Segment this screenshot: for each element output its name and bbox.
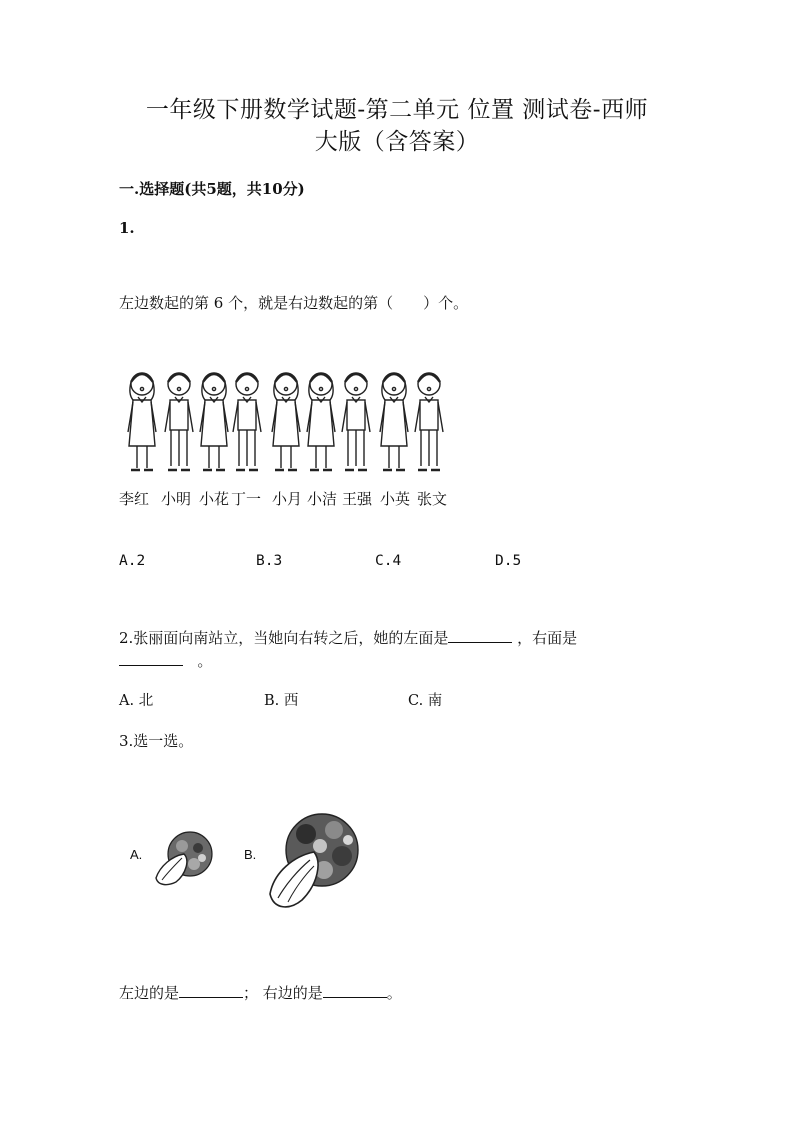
child-figure [233,373,261,470]
child-figure [165,373,193,470]
child-figure [307,373,335,470]
child-name-4: 小月 [272,490,303,508]
child-figure [380,373,408,470]
child-name-1: 小明 [161,490,192,508]
large-cabbage-image[interactable] [270,814,358,907]
q2-option-c[interactable]: C. 南 [408,693,443,709]
cabbage-b-label: B. [244,847,257,862]
child-name-5: 小洁 [307,490,338,508]
question-3-text: 3.选一选。 [119,732,194,750]
child-name-7: 小英 [380,490,411,508]
child-figure [200,373,228,470]
q1-option-b[interactable]: B.3 [256,553,283,569]
q3-left-blank[interactable] [179,982,243,998]
children-lineup-illustration [124,362,454,482]
child-figure [128,373,156,470]
question-2-text-part3: 。 [197,652,213,670]
q1-option-c[interactable]: C.4 [375,553,402,569]
q3-answer-part1: 左边的是 [119,984,180,1002]
question-2-line1 [119,627,577,649]
document-title-line1: 一年级下册数学试题-第二单元 位置 测试卷-西师 [145,97,649,123]
child-name-2: 小花 [199,490,230,508]
cabbage-a-label: A. [130,847,143,862]
question-2-line2 [119,650,212,672]
child-figure [342,373,370,470]
q3-answer-part3: 。 [386,984,402,1002]
child-name-0: 李红 [119,490,150,508]
question-1-number: 1. [119,219,135,237]
question-2-text-part1: 2.张丽面向南站立，当她向右转之后，她的左面是 [119,629,449,647]
question-2-text-part2: ，右面是 [517,629,578,647]
q3-right-blank[interactable] [323,982,387,998]
child-name-6: 王强 [342,490,373,508]
child-figure [272,373,300,470]
q2-option-b[interactable]: B. 西 [264,693,299,709]
child-name-3: 丁一 [231,490,262,508]
section-heading: 一.选择题(共5题，共10分) [119,180,305,198]
q1-option-d[interactable]: D.5 [495,553,522,569]
q2-right-blank[interactable] [119,650,183,666]
document-title-line2: 大版（含答案） [314,129,480,155]
q2-left-blank[interactable] [448,627,512,643]
q2-option-a[interactable]: A. 北 [119,693,154,709]
small-cabbage-image[interactable] [150,826,216,892]
q1-option-a[interactable]: A.2 [119,553,146,569]
question-3-answer-line [119,982,402,1004]
child-figure [415,373,443,470]
q3-answer-part2: ； 右边的是 [243,984,323,1002]
child-name-8: 张文 [417,490,448,508]
question-1-text: 左边数起的第 6 个，就是右边数起的第（ ）个。 [119,294,469,312]
